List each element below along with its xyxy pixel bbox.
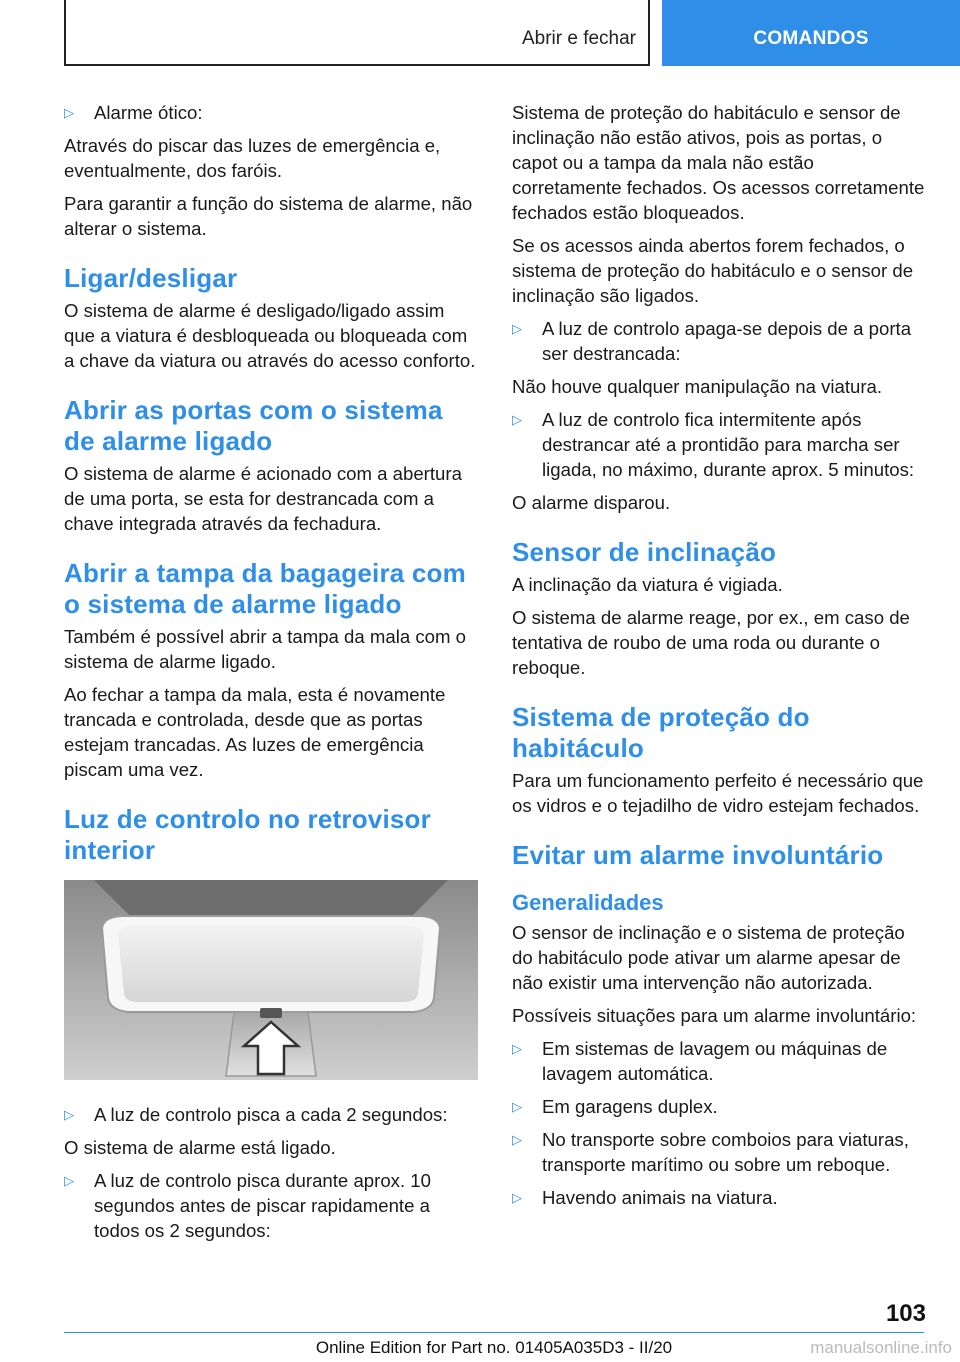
paragraph: Também é possível abrir a tampa da mala com o sistema de alarme ligado. bbox=[64, 626, 467, 672]
bullet-triangle-icon: ▷ bbox=[64, 1107, 74, 1122]
bullet-triangle-icon: ▷ bbox=[512, 1041, 522, 1056]
heading-abrir-tampa: Abrir a tampa da bagageira com o sistema de alarme ligado bbox=[64, 558, 466, 619]
paragraph: Para garantir a função do sistema de alarme, não alterar o sistema. bbox=[64, 193, 473, 239]
bullet-triangle-icon: ▷ bbox=[64, 1173, 74, 1188]
paragraph: Para um funcionamento perfeito é necessário que os vidros e o tejadilho de vidro estejam fechados. bbox=[512, 770, 924, 816]
heading-sistema-protecao: Sistema de proteção do habitáculo bbox=[512, 702, 810, 763]
bullet-item bbox=[512, 316, 926, 366]
header-chapter-tab[interactable] bbox=[662, 0, 960, 66]
page-number: 103 bbox=[885, 1300, 926, 1327]
list-item-text: Em garagens duplex. bbox=[542, 1096, 718, 1117]
header-section-title: Abrir e fechar bbox=[521, 28, 636, 49]
paragraph: A inclinação da viatura é vigiada. bbox=[512, 574, 783, 595]
paragraph: Ao fechar a tampa da mala, esta é novamente trancada e controlada, desde que as portas estejam trancadas. As luzes de emergência piscam uma vez. bbox=[64, 684, 446, 780]
heading-abrir-portas: Abrir as portas com o sistema de alarme ligado bbox=[64, 395, 443, 456]
heading-sensor-inclinacao: Sensor de inclinação bbox=[512, 537, 777, 567]
list-item-text: Em sistemas de lavagem ou máquinas de lavagem automática. bbox=[542, 1038, 888, 1084]
heading-luz-controlo: Luz de controlo no retrovisor interior bbox=[64, 804, 431, 865]
header-rule-left bbox=[64, 0, 66, 66]
list-item bbox=[512, 1036, 926, 1086]
bullet-text: A luz de controlo pisca durante aprox. 10 segundos antes de piscar rapidamente a todos os 2 segundos: bbox=[94, 1170, 431, 1241]
list-item bbox=[512, 1094, 926, 1119]
right-column bbox=[512, 100, 926, 1218]
rearview-mirror-illustration bbox=[64, 880, 478, 1080]
control-light-icon bbox=[260, 1008, 282, 1018]
heading-ligar-desligar: Ligar/desligar bbox=[64, 263, 238, 293]
bullet-triangle-icon: ▷ bbox=[512, 1099, 522, 1114]
header-chapter-label: COMANDOS bbox=[753, 28, 869, 49]
heading-evitar-alarme: Evitar um alarme involuntário bbox=[512, 840, 884, 870]
bullet-text: A luz de controlo fica intermitente após destrancar até a prontidão para marcha ser ligada, no máximo, durante aprox. 5 minutos: bbox=[542, 409, 915, 480]
bullet-detail: Sistema de proteção do habitáculo e sensor de inclinação não estão ativos, pois as portas, o capot ou a tampa da mala não estão corretamente fechados. Os acessos corretamente fechados estão bloqueados. bbox=[512, 102, 925, 223]
left-column bbox=[64, 100, 478, 1251]
bullet-detail: Se os acessos ainda abertos forem fechados, o sistema de proteção do habitáculo e o sensor de inclinação são ligados. bbox=[512, 235, 914, 306]
bullet-detail: O alarme disparou. bbox=[512, 492, 671, 513]
list-item-text: No transporte sobre comboios para viaturas, transporte marítimo ou sobre um reboque. bbox=[542, 1129, 909, 1175]
bullet-text: A luz de controlo apaga-se depois de a porta ser destrancada: bbox=[542, 318, 912, 364]
bullet-item bbox=[512, 407, 926, 482]
bullet-item bbox=[64, 1168, 478, 1243]
list-item-text: Havendo animais na viatura. bbox=[542, 1187, 778, 1208]
list-item bbox=[512, 1127, 926, 1177]
paragraph: O sistema de alarme é desligado/ligado assim que a viatura é desbloqueada ou bloqueada com a chave da viatura ou através do acesso conforto. bbox=[64, 300, 476, 371]
header-rule-bottom bbox=[64, 64, 650, 66]
bullet-text: A luz de controlo pisca a cada 2 segundos: bbox=[94, 1104, 448, 1125]
paragraph: Possíveis situações para um alarme involuntário: bbox=[512, 1005, 917, 1026]
header-rule-right bbox=[648, 0, 650, 66]
bullet-detail: Através do piscar das luzes de emergência e, eventualmente, dos faróis. bbox=[64, 135, 441, 181]
watermark: manualsonline.info bbox=[810, 1338, 952, 1357]
paragraph: O sistema de alarme reage, por ex., em caso de tentativa de roubo de uma roda ou durante o reboque. bbox=[512, 607, 910, 678]
headliner-shape bbox=[94, 880, 448, 920]
bullet-item bbox=[64, 100, 478, 125]
footer-rule bbox=[64, 1332, 924, 1333]
footer-edition: Online Edition for Part no. 01405A035D3 - II/20 bbox=[315, 1338, 673, 1357]
subheading-generalidades: Generalidades bbox=[512, 890, 664, 915]
bullet-detail: Não houve qualquer manipulação na viatura. bbox=[512, 376, 883, 397]
bullet-text: Alarme ótico: bbox=[94, 102, 203, 123]
bullet-triangle-icon: ▷ bbox=[512, 412, 522, 427]
bullet-detail: O sistema de alarme está ligado. bbox=[64, 1137, 336, 1158]
bullet-triangle-icon: ▷ bbox=[512, 1132, 522, 1147]
list-item bbox=[512, 1185, 926, 1210]
paragraph: O sensor de inclinação e o sistema de proteção do habitáculo pode ativar um alarme apesar de não existir uma intervenção não autorizada. bbox=[512, 922, 905, 993]
paragraph: O sistema de alarme é acionado com a abertura de uma porta, se esta for destrancada com a chave integrada através da fechadura. bbox=[64, 463, 462, 534]
bullet-triangle-icon: ▷ bbox=[512, 1190, 522, 1205]
bullet-triangle-icon: ▷ bbox=[512, 321, 522, 336]
bullet-item bbox=[64, 1102, 478, 1127]
bullet-triangle-icon: ▷ bbox=[64, 105, 74, 120]
mirror-glass bbox=[118, 926, 424, 1002]
